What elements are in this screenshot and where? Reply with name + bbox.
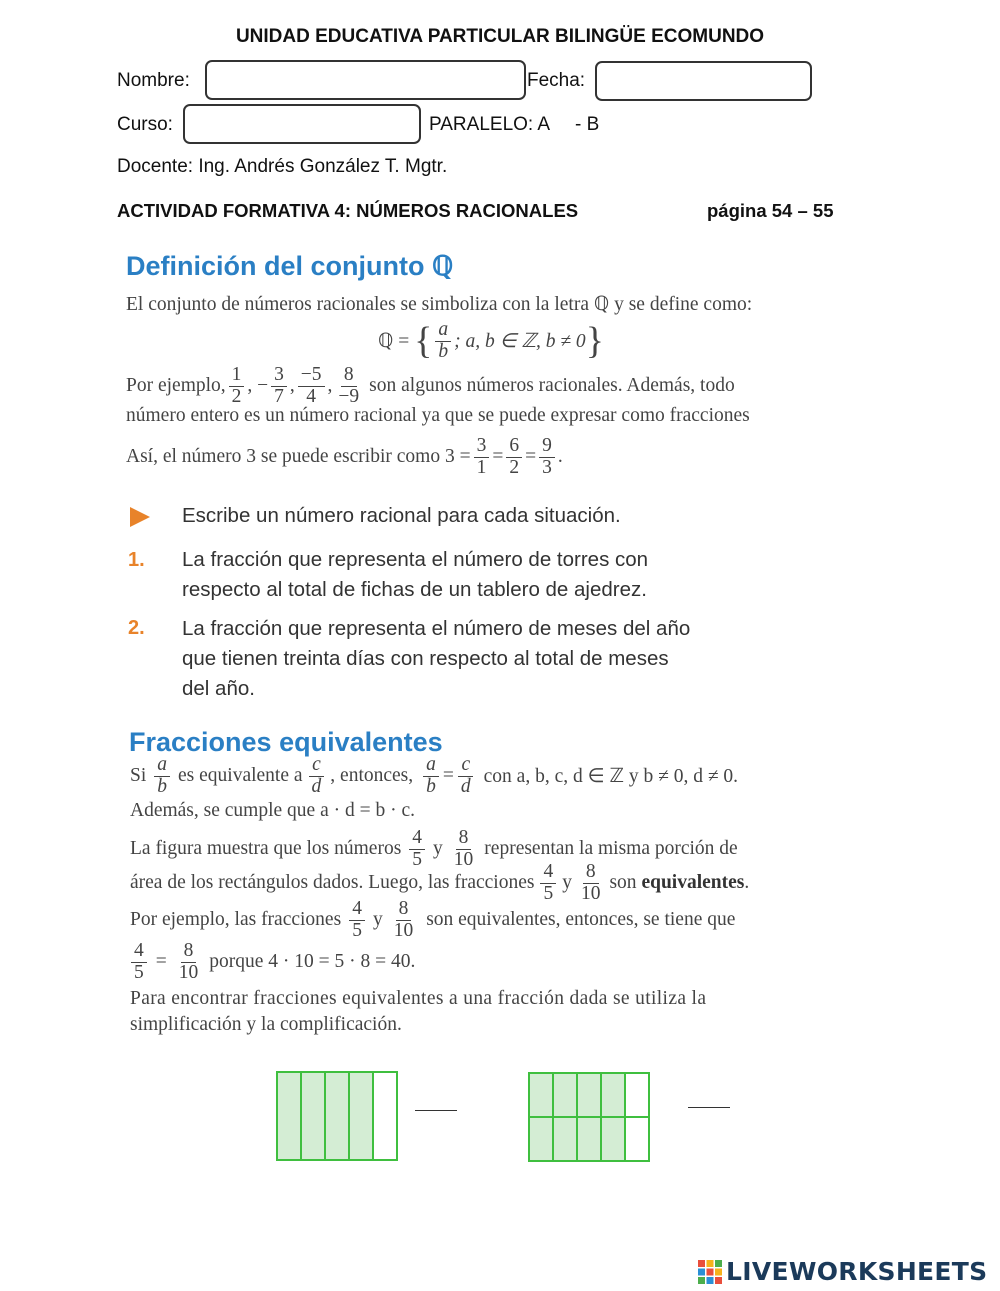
l1-eq: =: [442, 765, 454, 786]
line3-prefix: Así, el número 3 se puede escribir como 3 =: [126, 446, 471, 467]
set-definition: [378, 318, 604, 364]
tenths-cell-7: [577, 1117, 601, 1161]
play-arrow-icon: [128, 505, 152, 529]
fifths-cell-2: [325, 1072, 349, 1160]
fraction-c-d: $\frac{c}{d}$: [309, 755, 325, 797]
definition-line3: Así, el número 3 se puede escribir como 3 = $\frac{3}{1}$ = $\frac{6}{2}$ = $\frac{9}{3}$ .: [126, 435, 563, 478]
fraction-neg5-4: $\frac{-5}{4}$: [298, 365, 325, 407]
example-prefix: Por ejemplo,: [126, 375, 226, 396]
set-fraction: $\frac{a}{b}$: [435, 320, 451, 362]
fraction-c-d-2: $\frac{c}{d}$: [458, 755, 474, 797]
fraction-8-10-d: $\frac{8}{10}$: [178, 940, 199, 983]
paralelo-b-label: - B: [575, 114, 600, 135]
l1-end: con a, b, c, d ∈ ℤ y b ≠ 0, d ≠ 0.: [483, 766, 739, 787]
tenths-cell-0: [529, 1073, 553, 1117]
item-1-line1: La fracción que representa el número de torres con: [182, 548, 649, 571]
l1-ent: , entonces,: [330, 765, 414, 786]
l5-post: son equivalentes, entonces, se tiene que: [426, 909, 736, 930]
minus-sign: −: [257, 375, 269, 396]
equivalent-line5: [130, 898, 735, 942]
set-condition: ; a, b ∈ ℤ, b ≠ 0: [454, 331, 586, 352]
page-range: página 54 – 55: [707, 200, 834, 221]
fifths-cell-4: [373, 1072, 397, 1160]
fraction-4-5-b: $\frac{4}{5}$: [540, 862, 556, 904]
definition-intro: El conjunto de números racionales se simboliza con la letra ℚ y se define como:: [126, 294, 753, 315]
definition-line2: número entero es un número racional ya que se puede expresar como fracciones: [126, 405, 750, 426]
l6-post: porque 4 · 10 = 5 · 8 = 40.: [209, 951, 416, 972]
teacher-name: Docente: Ing. Andrés González T. Mgtr.: [117, 156, 448, 177]
exercise-instruction: Escribe un número racional para cada situación.: [182, 504, 621, 527]
brace-close: }: [585, 320, 604, 362]
brace-open: {: [414, 320, 433, 362]
item-2-line1: La fracción que representa el número de meses del año: [182, 617, 691, 640]
fraction-1-2: $\frac{1}{2}$: [229, 365, 245, 407]
item-2-line3: del año.: [182, 677, 255, 700]
fraction-3-1: $\frac{3}{1}$: [474, 436, 490, 478]
equivalent-line7: Para encontrar fracciones equivalentes a una fracción dada se utiliza la: [130, 988, 707, 1009]
fraction-4-5-d: $\frac{4}{5}$: [131, 941, 147, 983]
fifths-cell-1: [301, 1072, 325, 1160]
equivalent-line6: [128, 940, 415, 984]
l5-y: y: [372, 909, 383, 930]
l1-si: Si: [130, 765, 147, 786]
equivalent-line2: Además, se cumple que a · d = b · c.: [130, 800, 415, 821]
tenths-cell-8: [601, 1117, 625, 1161]
nombre-input[interactable]: [205, 60, 526, 100]
liveworksheets-logo-icon: [697, 1259, 723, 1285]
item-2-line2: que tienen treinta días con respecto al total de meses: [182, 647, 669, 670]
tenths-cell-6: [553, 1117, 577, 1161]
item-1-line2: respecto al total de fichas de un tablero de ajedrez.: [182, 578, 647, 601]
tenths-cell-3: [601, 1073, 625, 1117]
fraction-9-3: $\frac{9}{3}$: [539, 436, 555, 478]
curso-label: Curso:: [117, 114, 173, 135]
liveworksheets-logo: [697, 1257, 987, 1286]
equivalent-title: Fracciones equivalentes: [129, 727, 443, 757]
fraction-a-b: $\frac{a}{b}$: [154, 755, 170, 797]
fraction-8-10-c: $\frac{8}{10}$: [393, 898, 414, 941]
definition-title: Definición del conjunto ℚ: [126, 251, 454, 281]
activity-title: ACTIVIDAD FORMATIVA 4: NÚMEROS RACIONALES: [117, 200, 579, 221]
curso-input[interactable]: [183, 104, 421, 144]
fraction-8-neg9: $\frac{8}{-9}$: [338, 364, 360, 407]
l4-pre: área de los rectángulos dados. Luego, las fracciones: [130, 872, 535, 893]
item-number-2: 2.: [128, 617, 145, 639]
l3-post: representan la misma porción de: [484, 838, 738, 859]
fecha-label: Fecha:: [527, 70, 586, 91]
answer-line-2[interactable]: [688, 1107, 730, 1108]
tenths-cell-9: [625, 1117, 649, 1161]
set-lhs: ℚ =: [378, 331, 415, 352]
fraction-a-b-2: $\frac{a}{b}$: [423, 755, 439, 797]
fraction-3-7: $\frac{3}{7}$: [271, 365, 287, 407]
answer-line-1[interactable]: [415, 1110, 457, 1111]
fraction-4-5: $\frac{4}{5}$: [409, 828, 425, 870]
fraction-4-5-c: $\frac{4}{5}$: [349, 899, 365, 941]
school-name: UNIDAD EDUCATIVA PARTICULAR BILINGÜE ECOMUNDO: [235, 26, 765, 47]
tenths-cell-5: [529, 1117, 553, 1161]
paralelo-label: PARALELO: A: [429, 114, 551, 135]
fifths-cell-0: [277, 1072, 301, 1160]
brand-name: LIVEWORKSHEETS: [726, 1257, 988, 1286]
tenths-cell-2: [577, 1073, 601, 1117]
l4-dot: .: [744, 872, 750, 893]
tenths-cell-1: [553, 1073, 577, 1117]
l4-son: son: [609, 872, 637, 893]
l3-y: y: [433, 838, 443, 859]
l4-bold: equivalentes: [641, 872, 745, 893]
item-number-1: 1.: [128, 549, 145, 571]
l4-y: y: [562, 872, 572, 893]
tenths-cell-4: [625, 1073, 649, 1117]
l1-mid: es equivalente a: [178, 765, 303, 786]
fraction-8-10-b: $\frac{8}{10}$: [580, 861, 601, 904]
rectangle-tenths: [527, 1071, 652, 1163]
fraction-6-2: $\frac{6}{2}$: [506, 436, 522, 478]
equivalent-line1: [130, 752, 738, 800]
examples-line: Por ejemplo, $\frac{1}{2}$ , − $\frac{3}{7}$ , $\frac{-5}{4}$ , $\frac{8}{-9}$ son algunos números racionales. Además, todo: [126, 364, 735, 407]
fecha-input[interactable]: [595, 61, 812, 101]
fifths-cell-3: [349, 1072, 373, 1160]
l6-eq: =: [155, 951, 167, 972]
fraction-8-10: $\frac{8}{10}$: [453, 827, 474, 870]
example-suffix: son algunos números racionales. Además, todo: [369, 375, 735, 396]
l3-pre: La figura muestra que los números: [130, 838, 402, 859]
rectangle-fifths: [275, 1070, 400, 1162]
nombre-label: Nombre:: [117, 70, 190, 91]
equivalent-line8: simplificación y la complificación.: [130, 1014, 402, 1035]
l5-pre: Por ejemplo, las fracciones: [130, 909, 342, 930]
